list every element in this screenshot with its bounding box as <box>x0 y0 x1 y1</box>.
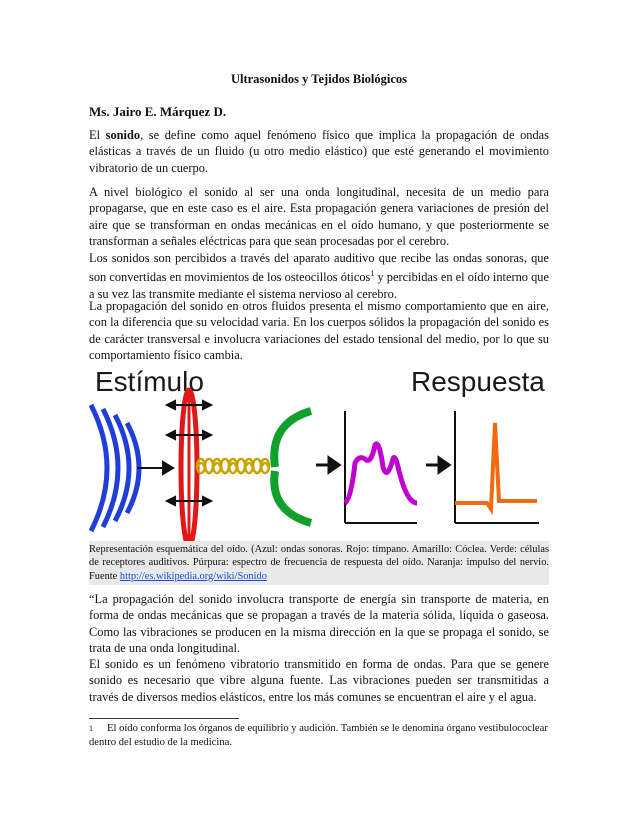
footnote <box>89 722 549 749</box>
paragraph-1 <box>89 127 549 176</box>
paragraph-6: El sonido es un fenómeno vibratorio transmitido en forma de ondas. Para que se genere sonido es necesario que vibre alguna fuente. Las vibraciones pueden ser transmitidas a través de diversos medios elásticos, entre los más comunes se encuentran el aire y el agua. <box>89 657 549 704</box>
figure-caption <box>89 543 549 583</box>
p1-post: , se define como aquel fenómeno físico que implica la propagación de ondas elásticas a través de un fluido (u otro medio elástico) que esté generando el movimiento vibratorio de un cuerpo. <box>89 128 549 175</box>
paragraph-4: La propagación del sonido en otros fluidos presenta el mismo comportamiento que en aire, con la diferencia que su velocidad varia. En los cuerpos sólidos la propagación del sonido es de carácter transversal e involucra variaciones del estado tensional del medio, por lo que su comportamiento físico cambia. <box>89 299 549 362</box>
paragraph-2: A nivel biológico el sonido al ser una onda longitudinal, necesita de un medio para propagarse, que en este caso es el aire. Esta propagación genera variaciones de presión del aire que se transforman en ondas mecánicas en el oído humano, y que posteriormente se transforman a señales eléctricas para que sean procesadas por el cerebro. <box>89 185 549 248</box>
vibration-arrows <box>137 401 211 505</box>
p3-post: y percibidas en el oído interno que a su vez las transmite mediante el sistema nervioso al cerebro. <box>89 270 549 301</box>
document-title: Ultrasonidos y Tejidos Biológicos <box>230 72 408 86</box>
ear-diagram-figure <box>89 363 549 541</box>
caption-text: Representación esquemática del oído. (Azul: ondas sonoras. Rojo: tímpano. Amarillo: Cóclea. Verde: células de receptores auditivos. Púrpura: espectro de frecuencia de respuesta del oído. Naranja: impulso del nervio. Fuente <box>89 544 549 582</box>
footnote-text: El oído conforma los órganos de equilibrio y audición. También se le denomina órgano vestibulococlear dentro del estudio de la medicina. <box>89 723 548 748</box>
receptor-cells <box>274 411 311 523</box>
figure-label-right: Respuesta <box>411 366 545 397</box>
p1-bold-term: sonido <box>105 128 141 142</box>
p3-pre: Los sonidos son percibidos a través del aparato auditivo que recibe las ondas sonoras, que son convertidas en movimientos de los osteocillos óticos <box>89 251 549 285</box>
nerve-impulse <box>455 411 539 523</box>
sound-waves <box>91 405 139 531</box>
ear-diagram-svg <box>89 363 549 541</box>
paragraph-3 <box>89 250 549 302</box>
footnote-separator <box>89 718 239 719</box>
footnote-ref[interactable]: 1 <box>370 269 375 279</box>
source-link[interactable]: http://es.wikipedia.org/wiki/Sonido <box>119 570 267 582</box>
cochlea-coil <box>197 459 269 473</box>
eardrum <box>181 390 197 541</box>
author-line: Ms. Jairo E. Márquez D. <box>89 104 227 119</box>
frequency-spectrum <box>345 411 417 523</box>
paragraph-5: “La propagación del sonido involucra transporte de energía sin transporte de materia, en forma de ondas mecánicas que se propagan a través de la materia sólida, líquida o gaseosa. Como las vibraciones se producen en la misma dirección en la que se propaga el sonido, se trata de una onda longitudinal. <box>89 592 549 655</box>
footnote-mark: 1 <box>89 724 93 733</box>
p1-pre: El <box>89 128 106 142</box>
figure-label-left: Estímulo <box>95 366 204 397</box>
